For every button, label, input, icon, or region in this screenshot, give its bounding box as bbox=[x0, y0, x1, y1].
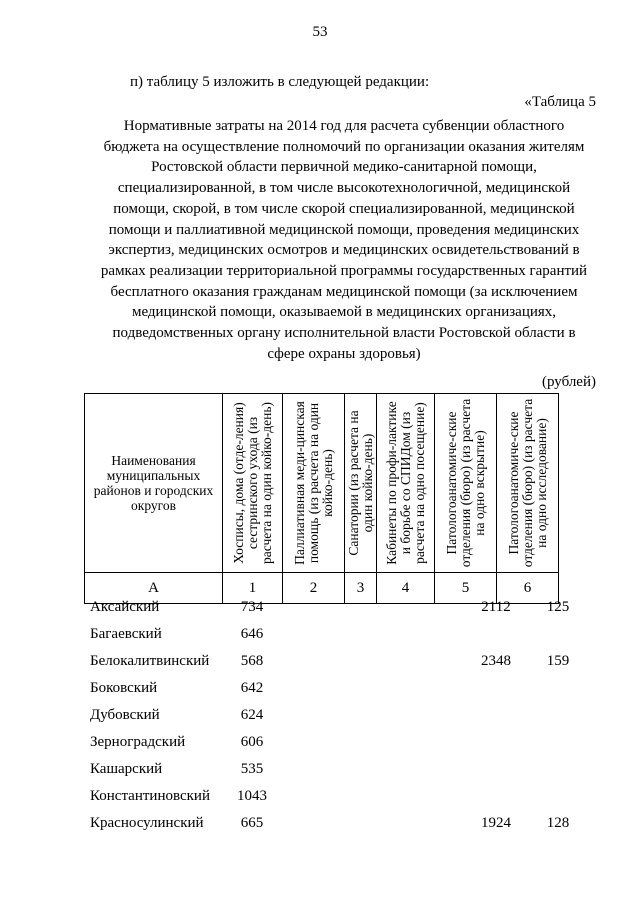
column-header-6-text: Патологоанатомиче-ские отделения (бюро) (из расчета на одно исследование) bbox=[505, 398, 549, 568]
hospice-cost: 734 bbox=[240, 599, 264, 615]
page-number: 53 bbox=[312, 24, 328, 40]
column-header-2-text: Паллиативная меди-цинская помощь (из расчета на один койко-день) bbox=[291, 401, 335, 565]
units-label: (рублей) bbox=[541, 374, 596, 390]
heading-line: рамках реализации территориальной программы государственных гарантий bbox=[100, 262, 588, 279]
column-number-4: 4 bbox=[377, 573, 435, 604]
study-cost: 125 bbox=[546, 599, 570, 615]
district-name: Боковский bbox=[90, 680, 158, 696]
district-name: Багаевский bbox=[90, 626, 162, 642]
study-cost: 159 bbox=[546, 653, 570, 669]
table-row bbox=[84, 653, 614, 680]
hospice-cost: 624 bbox=[240, 707, 264, 723]
district-name: Дубовский bbox=[90, 707, 160, 723]
table-heading bbox=[84, 116, 604, 364]
heading-line: сфере охраны здоровья) bbox=[267, 345, 421, 362]
table-row bbox=[84, 815, 614, 842]
column-header-1 bbox=[223, 394, 283, 573]
column-header-6 bbox=[497, 394, 559, 573]
column-header-4 bbox=[377, 394, 435, 573]
hospice-cost: 568 bbox=[240, 653, 264, 669]
district-name: Константиновский bbox=[90, 788, 210, 804]
column-header-3-text: Санатории (из расчета на один койко-день) bbox=[345, 410, 375, 556]
district-name: Красносулинский bbox=[90, 815, 204, 831]
table-row bbox=[84, 599, 614, 626]
study-cost: 128 bbox=[546, 815, 570, 831]
heading-line: экспертиз, медицинских осмотров и медицинских освидетельствований в bbox=[108, 242, 580, 259]
table-row bbox=[84, 788, 614, 815]
heading-line: Ростовской области первичной медико-санитарной помощи, bbox=[151, 159, 537, 176]
autopsy-cost: 2112 bbox=[481, 599, 511, 615]
heading-line: медицинской помощи, оказываемой в медицинских организациях, bbox=[131, 304, 557, 321]
column-header-2 bbox=[283, 394, 345, 573]
hospice-cost: 665 bbox=[240, 815, 264, 831]
column-number-1: 1 bbox=[223, 573, 283, 604]
column-header-name: Наименования муниципальных районов и городских округов bbox=[85, 394, 223, 573]
column-number-a: А bbox=[85, 573, 223, 604]
column-header-3 bbox=[345, 394, 377, 573]
table-header bbox=[84, 393, 559, 604]
column-number-6: 6 bbox=[497, 573, 559, 604]
column-number-2: 2 bbox=[283, 573, 345, 604]
heading-line: Нормативные затраты на 2014 год для расчета субвенции областного bbox=[123, 118, 565, 134]
heading-line: помощи, скорой, в том числе скорой специализированной, медицинской bbox=[113, 200, 575, 217]
hospice-cost: 606 bbox=[240, 734, 264, 750]
autopsy-cost: 1924 bbox=[481, 815, 511, 831]
column-header-4-text: Кабинеты по профи-лактике и борьбе со СПИДом (из расчета на одно посещение) bbox=[383, 401, 427, 565]
district-name: Кашарский bbox=[90, 761, 163, 777]
table-label: «Таблица 5 bbox=[524, 94, 596, 110]
column-number-5: 5 bbox=[435, 573, 497, 604]
district-name: Зерноградский bbox=[90, 734, 186, 750]
hospice-cost: 646 bbox=[240, 626, 264, 642]
heading-line: бюджета на осуществление полномочий по организации оказания жителям bbox=[103, 138, 585, 155]
district-name: Белокалитвинский bbox=[90, 653, 210, 669]
autopsy-cost: 2348 bbox=[481, 653, 511, 669]
hospice-cost: 535 bbox=[240, 761, 264, 777]
heading-line: бесплатного оказания гражданам медицинской помощи (за исключением bbox=[110, 283, 578, 300]
column-header-5-text: Патологоанатомиче-ские отделения (бюро) (из расчета на одно вскрытие) bbox=[443, 398, 487, 568]
table-row bbox=[84, 761, 614, 788]
hospice-cost: 1043 bbox=[237, 788, 267, 804]
heading-line: специализированной, в том числе высокотехнологичной, медицинской bbox=[117, 180, 571, 197]
intro-text: п) таблицу 5 изложить в следующей редакции: bbox=[130, 74, 430, 90]
column-header-5 bbox=[435, 394, 497, 573]
hospice-cost: 642 bbox=[240, 680, 264, 696]
heading-line: подведомственных органу исполнительной власти Ростовской области в bbox=[112, 325, 576, 342]
district-name: Аксайский bbox=[90, 599, 160, 615]
heading-line: помощи и паллиативной медицинской помощи, проведения медицинских bbox=[108, 221, 580, 238]
table-row bbox=[84, 707, 614, 734]
table-row bbox=[84, 734, 614, 761]
column-header-1-text: Хосписы, дома (отде-ления) сестринского ухода (из расчета на один койко-день) bbox=[230, 401, 274, 565]
table-row bbox=[84, 626, 614, 653]
column-number-3: 3 bbox=[345, 573, 377, 604]
table-row bbox=[84, 680, 614, 707]
